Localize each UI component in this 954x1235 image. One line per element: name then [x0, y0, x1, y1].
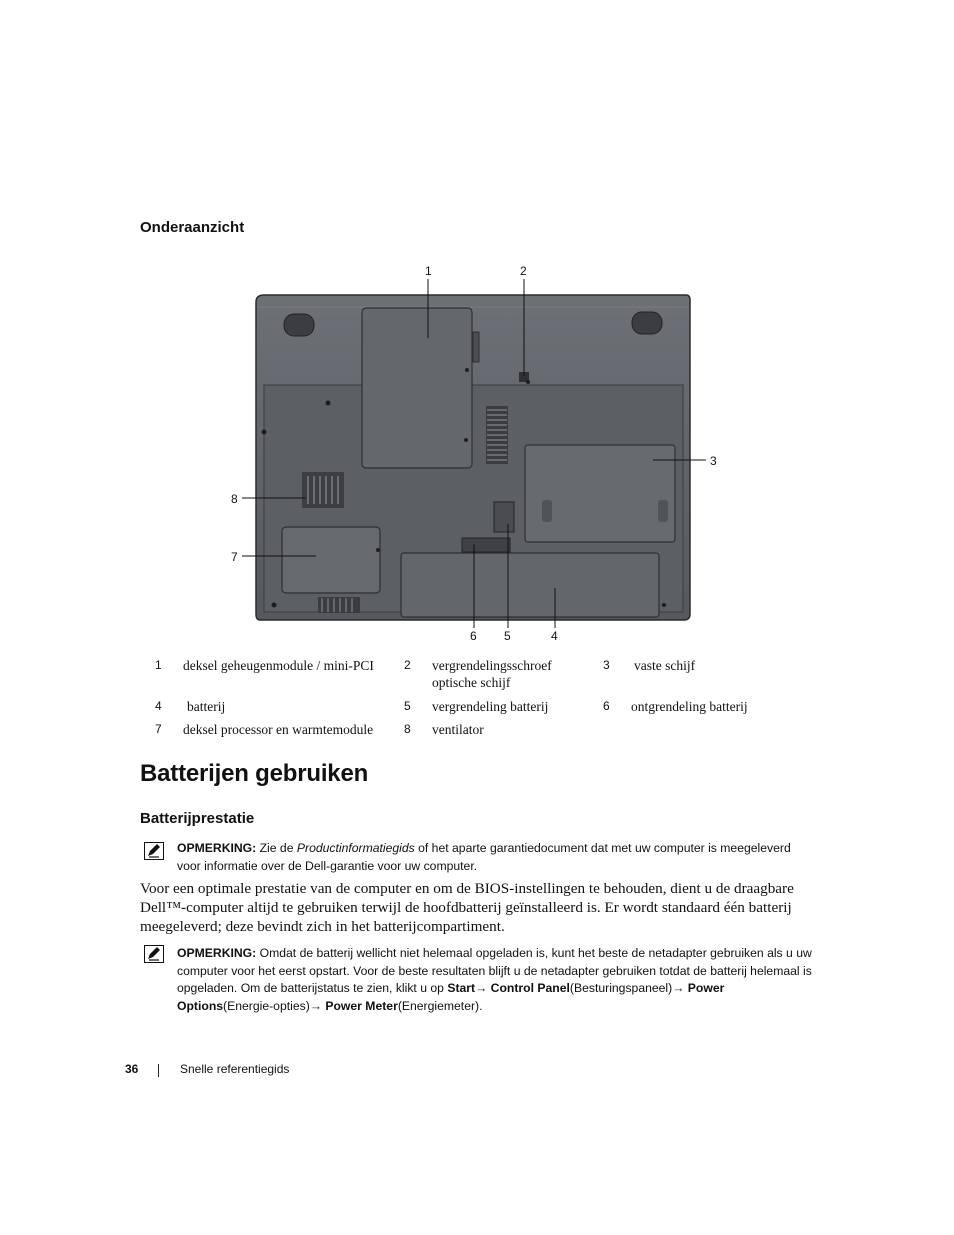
- callout-3: 3: [710, 454, 717, 468]
- legend-label: ventilator: [432, 722, 484, 737]
- vent-grille: [486, 406, 508, 464]
- rubber-foot: [284, 314, 314, 336]
- body-paragraph: Voor een optimale prestatie van de computer en om de BIOS-instellingen te behouden, dient u de draagbare Dell™-computer altijd te gebruiken terwijl de hoofdbatterij geïnstalleerd is. Er wordt standaard één batterij meegeleverd; deze bevindt zich in het batterijcompartiment.: [140, 880, 794, 935]
- note-warranty: [177, 840, 817, 875]
- callout-8: 8: [231, 492, 238, 506]
- menu-power-options-nl: (Energie-opties): [223, 998, 310, 1013]
- bottom-vent: [318, 597, 360, 613]
- callout-1: 1: [425, 264, 432, 278]
- arrow-icon: →: [475, 981, 488, 995]
- footer-separator: [158, 1064, 159, 1077]
- battery: [401, 553, 659, 617]
- chapter-title: Batterijen gebruiken: [140, 760, 369, 787]
- legend-label: vergrendelingsschroef optische schijf: [432, 658, 552, 690]
- note-battery: [177, 945, 817, 1015]
- arrow-icon: →: [672, 981, 685, 995]
- legend-label: deksel geheugenmodule / mini-PCI: [183, 658, 374, 673]
- hard-drive-cover: [525, 445, 675, 542]
- legend-label: vergrendeling batterij: [432, 699, 549, 714]
- legend-num: 2: [404, 658, 411, 672]
- legend-num: 4: [155, 699, 162, 713]
- legend-num: 1: [155, 658, 162, 672]
- menu-power-meter-nl: (Energiemeter).: [397, 998, 483, 1013]
- legend-num: 6: [603, 699, 610, 713]
- legend-label: vaste schijf: [634, 658, 696, 673]
- processor-cover: [282, 527, 380, 593]
- rubber-foot: [632, 312, 662, 334]
- footer-title: Snelle referentiegids: [180, 1062, 290, 1076]
- pencil-note-icon: [144, 945, 164, 963]
- battery-lock-latch: [494, 502, 514, 532]
- note-text: of het aparte garantiedocument dat met uw computer is meegeleverd voor informatie over de Dell-garantie voor uw computer.: [177, 841, 791, 873]
- legend-label: deksel processor en warmtemodule: [183, 722, 374, 737]
- legend-num: 3: [603, 658, 610, 672]
- note-text: Omdat de batterij wellicht niet helemaal opgeladen is, kunt het beste de netadapter gebruiken als u uw computer voor het eerst opstart. Voor de beste resultaten blijft u de netadapter gebruiken totdat de batterij helemaal is opgeladen. Om de batterijstatus te zien, klikt u op: [177, 946, 812, 995]
- menu-control-panel-nl: (Besturingspaneel): [569, 981, 673, 995]
- subsection-title: Batterijprestatie: [140, 810, 255, 827]
- arrow-icon: →: [309, 998, 322, 1013]
- note-label: OPMERKING:: [177, 841, 257, 855]
- memory-cover: [362, 308, 472, 468]
- legend-label: batterij: [187, 699, 226, 714]
- fan-grille: [302, 472, 344, 508]
- note-text: Zie de: [256, 841, 297, 855]
- legend-num: 5: [404, 699, 411, 713]
- menu-start: Start: [447, 981, 476, 995]
- pencil-note-icon: [144, 842, 164, 860]
- legend-num: 7: [155, 722, 162, 736]
- legend-label: ontgrendeling batterij: [631, 699, 748, 714]
- callout-7: 7: [231, 550, 238, 564]
- battery-release-latch: [462, 538, 510, 552]
- note-italic-text: Productinformatiegids: [296, 841, 415, 855]
- callout-6: 6: [470, 629, 477, 643]
- menu-power-meter: Power Meter: [321, 998, 398, 1013]
- callout-2: 2: [520, 264, 527, 278]
- laptop-bottom-view-figure: [228, 262, 728, 647]
- menu-control-panel: Control Panel: [487, 981, 570, 995]
- callout-4: 4: [551, 629, 558, 643]
- section-heading: Onderaanzicht: [140, 219, 245, 236]
- page-number: 36: [125, 1062, 139, 1076]
- menu-power-options: Power Options: [177, 981, 725, 1013]
- legend-num: 8: [404, 722, 411, 736]
- callout-5: 5: [504, 629, 511, 643]
- note-label: OPMERKING:: [177, 946, 257, 960]
